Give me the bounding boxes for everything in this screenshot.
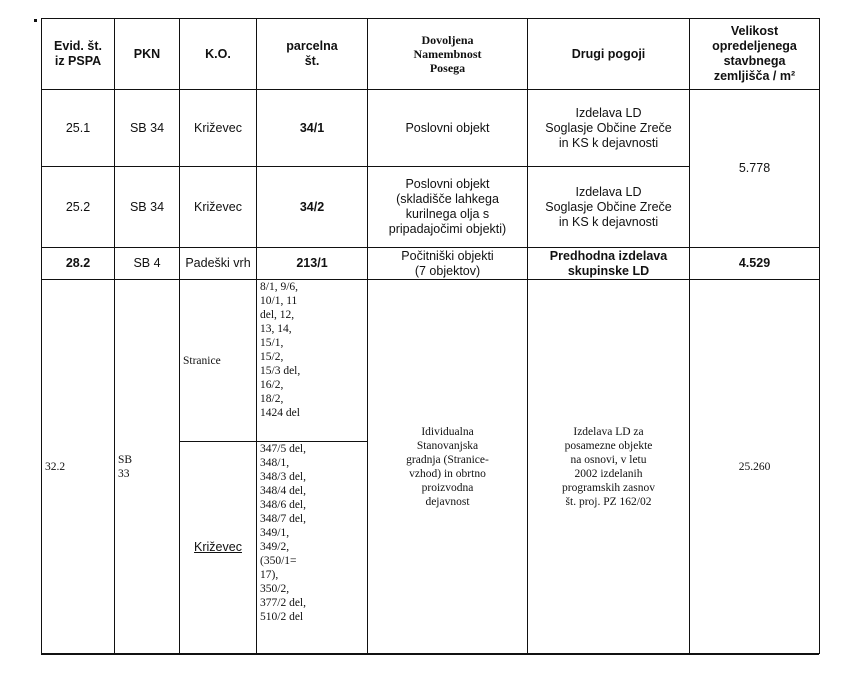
cell-velikost: 4.529	[690, 248, 820, 280]
table-row	[42, 280, 820, 442]
header-pogoji: Drugi pogoji	[528, 19, 690, 90]
cell-velikost-merged: 5.778	[690, 90, 820, 248]
scan-mark	[34, 19, 37, 22]
header-row	[42, 19, 820, 90]
cell-pogoji: Izdelava LD Soglasje Občine Zreče in KS k dejavnosti	[528, 167, 690, 248]
cell-ko: Padeški vrh	[180, 248, 257, 280]
header-namembnost: Dovoljena Namembnost Posega	[368, 19, 528, 90]
cell-parcel: 34/1	[257, 90, 368, 167]
cell-namembnost: Poslovni objekt (skladišče lahkega kurilnega olja s pripadajočimi objekti)	[368, 167, 528, 248]
cell-pkn: SB 4	[115, 248, 180, 280]
cell-evid: 28.2	[42, 248, 115, 280]
cell-ko: Križevec	[180, 90, 257, 167]
cell-evid: 25.1	[42, 90, 115, 167]
cell-pkn: SB 34	[115, 167, 180, 248]
cell-evid: 25.2	[42, 167, 115, 248]
bottom-rule	[41, 654, 819, 655]
cell-pkn: SB 34	[115, 90, 180, 167]
cell-namembnost: Idividualna Stanovanjska gradnja (Stranice- vzhod) in obrtno proizvodna dejavnost	[368, 280, 528, 654]
header-ko: K.O.	[180, 19, 257, 90]
cell-evid: 32.2	[42, 280, 115, 654]
cell-parcel-krizevec: 347/5 del, 348/1, 348/3 del, 348/4 del, 348/6 del, 348/7 del, 349/1, 349/2, (350/1= 17), 350/2, 377/2 del, 510/2 del	[257, 442, 368, 654]
cell-pkn: SB 33	[115, 280, 180, 654]
cell-parcel-stranice: 8/1, 9/6, 10/1, 11 del, 12, 13, 14, 15/1, 15/2, 15/3 del, 16/2, 18/2, 1424 del	[257, 280, 368, 442]
cell-ko-stranice: Stranice	[180, 280, 257, 442]
cell-pogoji: Predhodna izdelava skupinske LD	[528, 248, 690, 280]
header-pkn: PKN	[115, 19, 180, 90]
header-velikost: Velikost opredeljenega stavbnega zemljišča / m²	[690, 19, 820, 90]
cell-namembnost: Poslovni objekt	[368, 90, 528, 167]
cell-parcel: 34/2	[257, 167, 368, 248]
cell-pogoji: Izdelava LD Soglasje Občine Zreče in KS k dejavnosti	[528, 90, 690, 167]
table-row	[42, 248, 820, 280]
header-parcel: parcelna št.	[257, 19, 368, 90]
cell-ko-krizevec: Križevec	[180, 442, 257, 654]
parcel-table	[41, 18, 820, 654]
cell-ko: Križevec	[180, 167, 257, 248]
cell-pogoji: Izdelava LD za posamezne objekte na osnovi, v letu 2002 izdelanih programskih zasnov št. proj. PZ 162/02	[528, 280, 690, 654]
cell-velikost: 25.260	[690, 280, 820, 654]
cell-parcel: 213/1	[257, 248, 368, 280]
header-evid: Evid. št. iz PSPA	[42, 19, 115, 90]
table-row	[42, 90, 820, 167]
cell-namembnost: Počitniški objekti (7 objektov)	[368, 248, 528, 280]
